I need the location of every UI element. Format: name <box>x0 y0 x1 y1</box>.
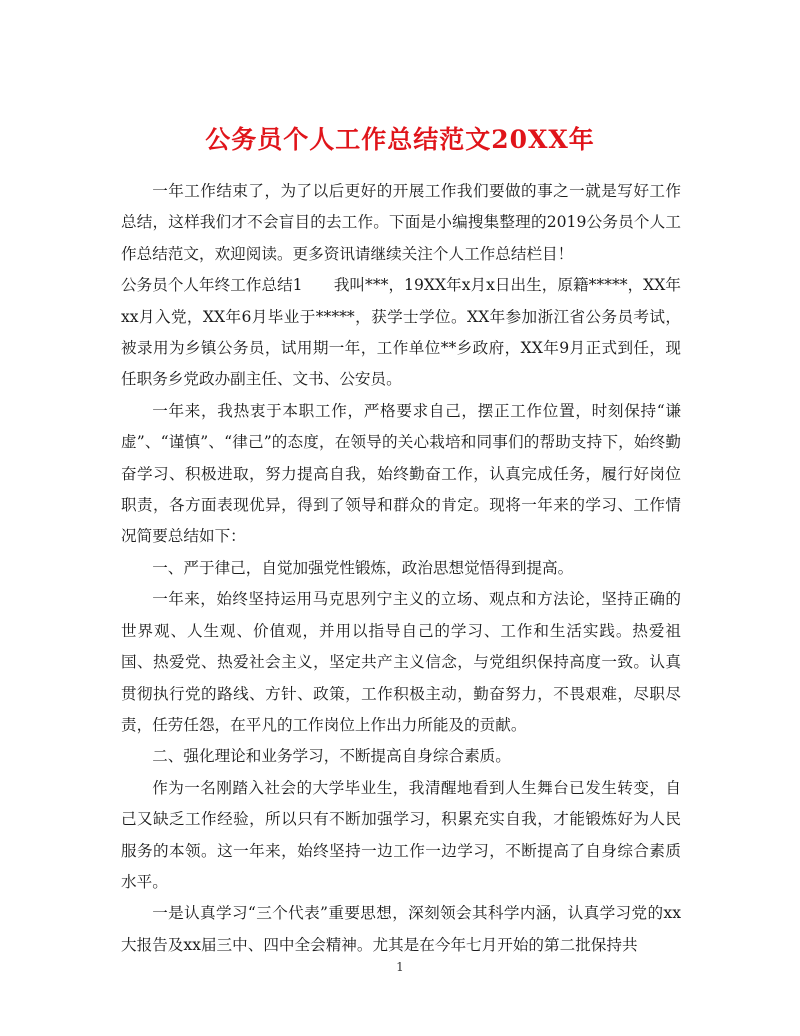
document-body <box>121 176 681 961</box>
paragraph-overview: 一年来，我热衷于本职工作，严格要求自己，摆正工作位置，时刻保持“谦虚”、“谨慎”、“律己”的态度，在领导的关心栽培和同事们的帮助支持下，始终勤奋学习、积极进取，努力提高自我，始终勤奋工作，认真完成任务，履行好岗位职责，各方面表现优异，得到了领导和群众的肯定。现将一年来的学习、工作情况简要总结如下： <box>121 401 681 546</box>
paragraph-section-1: 一年来，始终坚持运用马克思列宁主义的立场、观点和方法论，坚持正确的世界观、人生观、价值观，并用以指导自己的学习、工作和生活实践。热爱祖国、热爱党、热爱社会主义，坚定共产主义信念，与党组织保持高度一致。认真贯彻执行党的路线、方针、政策，工作积极主动，勤奋努力，不畏艰难，尽职尽责，任劳任怨，在平凡的工作岗位上作出力所能及的贡献。 <box>121 590 681 734</box>
page-title: 公务员个人工作总结范文20XX年 <box>205 124 595 154</box>
page-number: 1 <box>396 960 404 974</box>
paragraph-section-2-point-1: 一是认真学习“三个代表”重要思想，深刻领会其科学内涵，认真学习党的xx大报告及xx届三中、四中全会精神。尤其是在今年七月开始的第二批保持共 <box>121 904 681 954</box>
section-heading-2: 二、强化理论和业务学习，不断提高自身综合素质。 <box>152 747 511 766</box>
paragraph-intro: 一年工作结束了，为了以后更好的开展工作我们要做的事之一就是写好工作总结，这样我们才不会盲目的去工作。下面是小编搜集整理的2019公务员个人工作总结范文，欢迎阅读。更多资讯请继续关注个人工作总结栏目！ <box>121 182 681 263</box>
paragraph-summary-1: 公务员个人年终工作总结1 我叫***，19XX年x月x日出生，原籍*****，XX年xx月入党，XX年6月毕业于*****，获学士学位。XX年参加浙江省公务员考试，被录用为乡镇公务员，试用期一年，工作单位**乡政府，XX年9月正式到任，现任职务乡党政办副主任、文书、公安员。 <box>121 276 681 389</box>
paragraph-section-2: 作为一名刚踏入社会的大学毕业生，我清醒地看到人生舞台已发生转变，自己又缺乏工作经验，所以只有不断加强学习，积累充实自我，才能锻炼好为人民服务的本领。这一年来，始终坚持一边工作一边学习，不断提高了自身综合素质水平。 <box>121 778 681 891</box>
section-heading-1: 一、严于律己，自觉加强党性锻炼，政治思想觉悟得到提高。 <box>152 558 574 577</box>
